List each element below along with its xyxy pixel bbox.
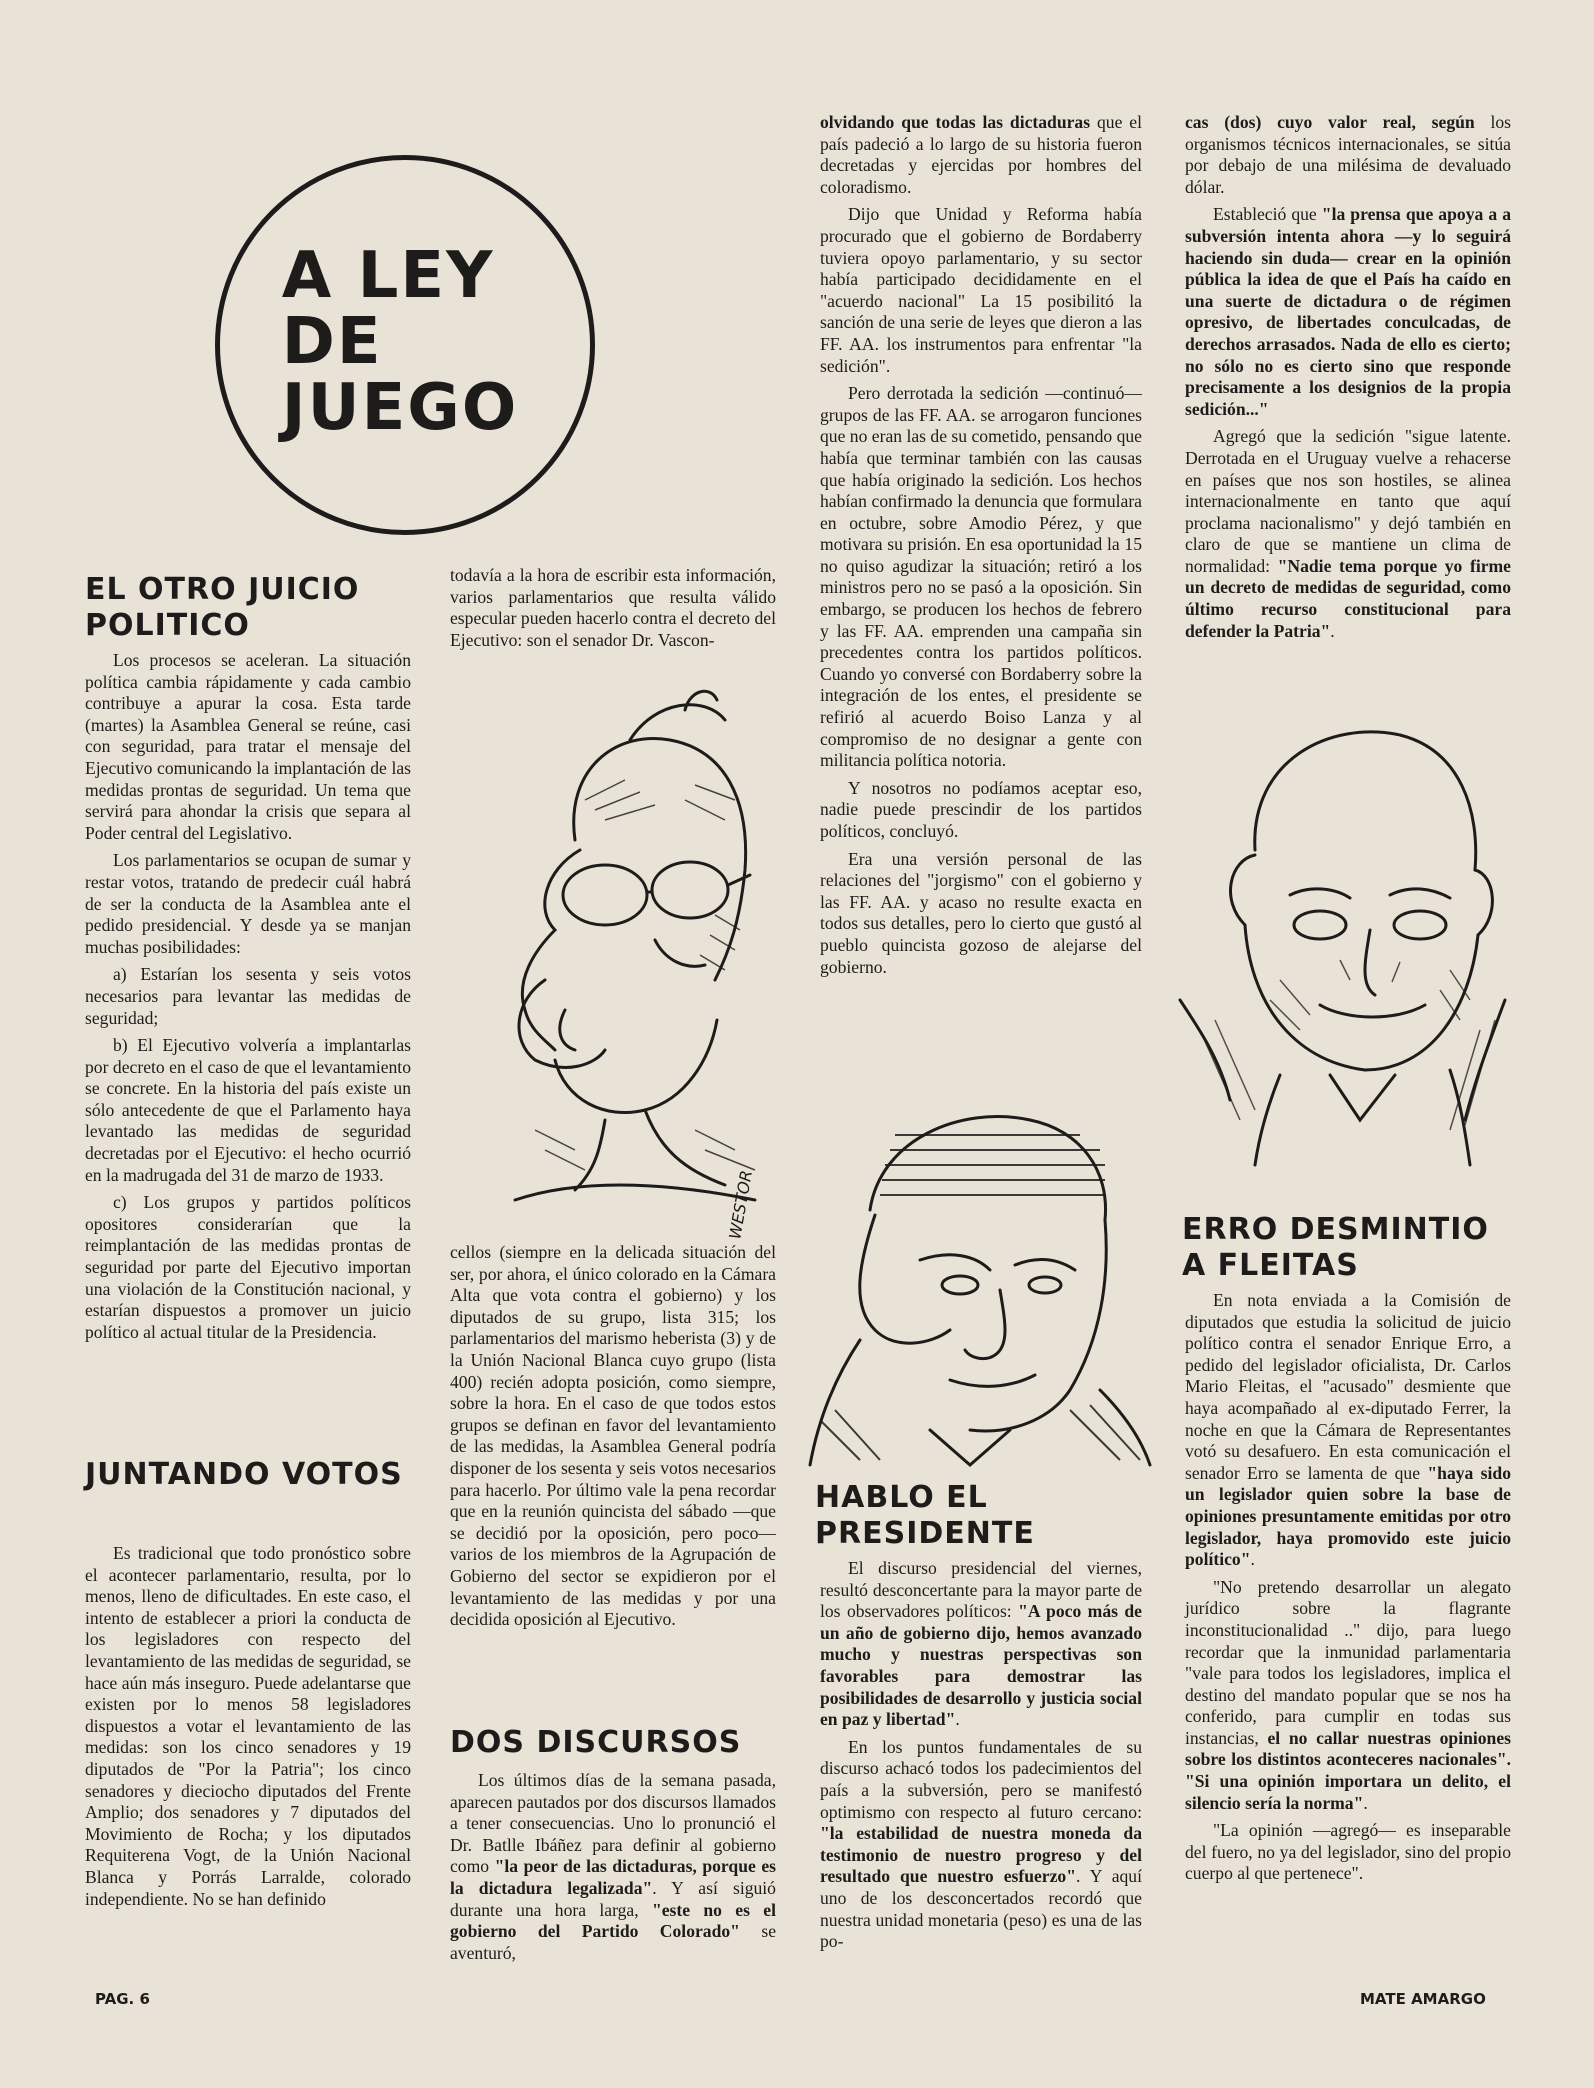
text-run: En los puntos fundamentales de su discurso achacó todos los padecimientos del país a la subversión, pero se manifestó optimismo con respecto al futuro cercano: — [820, 1736, 1142, 1822]
article-dos-discursos — [450, 1770, 776, 1964]
paragraph: Era una versión personal de las relaciones del "jorgismo" con el gobierno y las FF. AA. y acaso no resulte exacta en todos sus detalles, pero lo cierto que gustó al pueblo quincista gozoso de alejarse del gobierno. — [820, 848, 1142, 977]
paragraph: Los procesos se aceleran. La situación política cambia rápidamente y cada cambio contribuye a apurar la cosa. Esta tarde (martes) la Asamblea General se reúne, casi con seguridad, para tratar el mensaje del Ejecutivo comunicando la implantación de las medidas prontas de seguridad. Un tema que servirá para ahondar la crisis que separa al Poder central del Legislativo. — [85, 650, 411, 843]
text-run: . — [1330, 620, 1335, 641]
bold-quote: "A poco más de un año de gobierno dijo, hemos avanzado mucho y nuestras perspectivas son favorables para demostrar las posibilidades de desarrollo y justicia social en paz y libertad" — [820, 1601, 1142, 1730]
article-juntando-votos — [85, 1543, 411, 1910]
bold-text: olvidando que todas las dictaduras — [820, 112, 1091, 132]
section-logo-circle — [215, 155, 595, 535]
paragraph: b) El Ejecutivo volvería a implantarlas por decreto en el caso de que el levantamiento se concrete. En la historia del país existe un sólo antecedente de que el Parlamento haya levantado las medidas de seguridad decretadas por el Ejecutivo: el hecho ocurrió en la madrugada del 31 de marzo de 1933. — [85, 1035, 411, 1185]
bold-quote: "la prensa que apoya a a subversión intenta ahora —y lo seguirá haciendo sin duda— crear en la opinión pública la idea de que el País ha caído en una suerte de dictadura o de régimen opresivo, de libertades conculcadas, de derechos arrasados. Nada de ello es cierto; no sólo no es cierto sino que responde precisamente a los designios de la propia sedición..." — [1185, 204, 1511, 419]
text-run: El discurso presidencial del viernes, resultó desconcertante para la mayor parte de los observadores políticos: — [820, 1558, 1142, 1622]
bold-quote: "la peor de las dictaduras, porque es la dictadura legalizada" — [450, 1856, 776, 1898]
paragraph: Es tradicional que todo pronóstico sobre el acontecer parlamentario, resulta, por lo menos, lleno de dificultades. En este caso, el intento de establecer a priori la conducta de los legisladores con respecto del levantamiento de las medidas de seguridad, se hace aún más inseguro. Puede adelantarse que existen por lo menos 58 legisladores dispuestos a votar el levantamiento de las medidas: son los cinco senadores y 19 diputados de "Por la Patria"; los cinco senadores y dieciocho diputados del Frente Amplio; dos senadores y 7 diputados del Movimiento de Rocha; y los diputados Requiterena Vogt, de la Unión Nacional Blanca y Porrás Larralde, colorado independiente. No se han definido — [85, 1543, 411, 1909]
text-run: . — [955, 1709, 960, 1730]
logo-line-3: JUEGO — [281, 371, 519, 445]
text-run: se aventuró, — [450, 1921, 776, 1963]
bold-quote: "haya sido un legislador quien sobre la base de opiniones presuntamente emitidas por otro legislador, haya promovido este juicio político" — [1185, 1462, 1511, 1570]
text-run: En nota enviada a la Comisión de diputados que estudia la solicitud de juicio político contra el senador Enrique Erro, a pedido del legislador oficialista, Dr. Carlos Mario Fleitas, el "acusado" desmiente que haya acompañado al ex-diputado Ferrer, la noche en que la Cámara de Representantes votó su desafuero. En esta comunicación el senador Erro se lamenta de que — [1185, 1290, 1511, 1483]
bold-quote: "la estabilidad de nuestra moneda da testimonio de nuestro progreso y del resultado que nuestro esfuerzo" — [820, 1823, 1142, 1887]
paragraph: Y nosotros no podíamos aceptar eso, nadie puede prescindir de los partidos políticos, concluyó. — [820, 777, 1142, 841]
paragraph: Pero derrotada la sedición —continuó— grupos de las FF. AA. se arrogaron funciones que no eran las de su cometido, pensando que había que terminar también con las causas que había originado la sedición. Los hechos habían confirmado la denuncia que formulara en octubre, sobre Amodio Pérez, y que motivara su prisión. En esa oportunidad la 15 no quiso agudizar la situación; retiró a los ministros pero no se pasó a la oposición. Sin embargo, se producen los hechos de febrero y las FF. AA. emprenden una campaña sin precedentes contra los partidos políticos. Cuando yo conversé con Bordaberry sobre la integración de los entes, el presidente se refirió al acuerdo Boiso Lanza y al compromiso de no designar a gente con militancia política notoria. — [820, 383, 1142, 771]
paragraph: Dijo que Unidad y Reforma había procurado que el gobierno de Bordaberry tuviera opoyo parlamentario, y su sector había participado decididamente en el "acuerdo nacional" La 15 posibilitó la sanción de una serie de leyes que dieron a las FF. AA. los instrumentos para enfrentar "la sedición". — [820, 204, 1142, 376]
heading-dos-discursos: DOS DISCURSOS — [450, 1725, 742, 1760]
text-run: . — [1363, 1792, 1368, 1813]
heading-erro-desmintio: ERRO DESMINTIO A FLEITAS — [1182, 1212, 1489, 1283]
paragraph: Los parlamentarios se ocupan de sumar y restar votos, tratando de predecir cuál habrá de ser la conducta de la Asamblea ante el pedido presidencial. Y desde ya se manjan muchas posibilidades: — [85, 850, 411, 957]
article-col4-top — [1185, 112, 1511, 642]
article-otro-juicio — [85, 650, 411, 1343]
paragraph: c) Los grupos y partidos políticos opositores considerarían que la reimplantación de las medidas prontas de seguridad por parte del Ejecutivo importan una violación de la Constitución nacional, y estarían dispuestos a promover un juicio político al actual titular de la Presidencia. — [85, 1192, 411, 1342]
paragraph: todavía a la hora de escribir esta información, varios parlamentarios que resulta válido especular pueden hacerlo contra el decreto del Ejecutivo: son el senador Dr. Vascon- — [450, 565, 776, 650]
article-col2-continued — [450, 1242, 776, 1631]
paragraph: "La opinión —agregó— es inseparable del fuero, no ya del legislador, sino del propio cuerpo al que pertenece". — [1185, 1820, 1511, 1884]
show-through-text — [140, 64, 153, 110]
bold-text: cas (dos) cuyo valor real, según — [1185, 112, 1475, 132]
caricature-bald-man — [1160, 700, 1525, 1170]
bold-quote: "Nadie tema porque yo firme un decreto de medidas de seguridad, como último recurso constitucional para defender la Patria" — [1185, 555, 1511, 641]
text-run: Los últimos días de la semana pasada, aparecen pautados por dos discursos llamados a tener consecuencias. Uno lo pronunció el Dr. Batlle Ibáñez para definir al gobierno como — [450, 1770, 776, 1877]
article-col2-top — [450, 565, 776, 651]
text-run: los organismos técnicos internacionales, se sitúa por debajo de una milésima de devaluado dólar. — [1185, 112, 1511, 197]
page-number: PAG. 6 — [95, 1990, 150, 2008]
caricature-president — [800, 1090, 1160, 1470]
text-run: Estableció que — [1213, 204, 1322, 225]
text-run: . Y así siguió durante una hora larga, — [450, 1877, 776, 1920]
bold-quote: "este no es el gobierno del Partido Colorado" — [450, 1899, 776, 1942]
heading-hablo-presidente: HABLO EL PRESIDENTE — [815, 1480, 1035, 1551]
article-hablo-presidente — [820, 1558, 1142, 1953]
text-run: . Y aquí uno de los desconcertados recordó que nuestra unidad monetaria (peso) es una de las po- — [820, 1866, 1142, 1952]
publication-name: MATE AMARGO — [1360, 1990, 1486, 2008]
text-run: Agregó que la sedición "sigue latente. Derrotada en el Uruguay vuelve a rehacerse en países que nos son hostiles, se alinea internacionalmente en tanto que aquí proclama nacionalismo" y dejó también en claro de que se mantiene un clima de normalidad: — [1185, 426, 1511, 576]
bold-quote: el no callar nuestras opiniones sobre los distintos aconteceres nacionales". "Si una opinión importara un delito, el silencio sería la norma" — [1185, 1727, 1511, 1813]
text-run: . — [1250, 1549, 1255, 1570]
section-logo-title — [281, 239, 519, 445]
article-erro-desmintio — [1185, 1290, 1511, 1885]
text-run: que el país padeció a lo largo de su historia fueron decretadas y ejercidas por hombres del coloradismo. — [820, 112, 1142, 197]
article-col3-top — [820, 112, 1142, 978]
logo-line-1: A LEY — [281, 239, 495, 313]
svg-text:WESTOR: WESTOR — [725, 1168, 757, 1241]
paragraph: a) Estarían los sesenta y seis votos necesarios para levantar las medidas de seguridad; — [85, 964, 411, 1028]
text-run: "No pretendo desarrollar un alegato jurídico sobre la flagrante inconstitucionalidad .." dijo, para luego recordar que la inmunidad parlamentaria "vale para todos los legisladores, implica el destino del mandato popular que se nos ha conferido, para cumplir en todas sus instancias, — [1185, 1576, 1511, 1748]
paragraph: cellos (siempre en la delicada situación del ser, por ahora, el único colorado en la Cámara Alta que vota contra el gobierno) y los diputados de su grupo, lista 315; los parlamentarios del marismo heberista (3) y de la Unión Nacional Blanca cuyo grupo (lista 400) recién adopta posición, como siempre, sobre la hora. En el caso de que todos estos grupos se definan en favor del levantamiento de las medidas, la Asamblea General podría disponer de los sesenta y seis votos necesarios para hacerlo. Por último vale la pena recordar que en la reunión quincista del sábado —que se decidió por la oposición, pero poco— varios de los miembros de la Agrupación de Gobierno del sector se expidieron por el levantamiento de las medidas y por una decidida oposición al Ejecutivo. — [450, 1242, 776, 1630]
caricature-glasses-man — [455, 680, 775, 1245]
heading-otro-juicio: EL OTRO JUICIO POLITICO — [85, 572, 360, 643]
logo-line-2: DE — [281, 305, 383, 379]
heading-juntando-votos: JUNTANDO VOTOS — [85, 1457, 403, 1492]
